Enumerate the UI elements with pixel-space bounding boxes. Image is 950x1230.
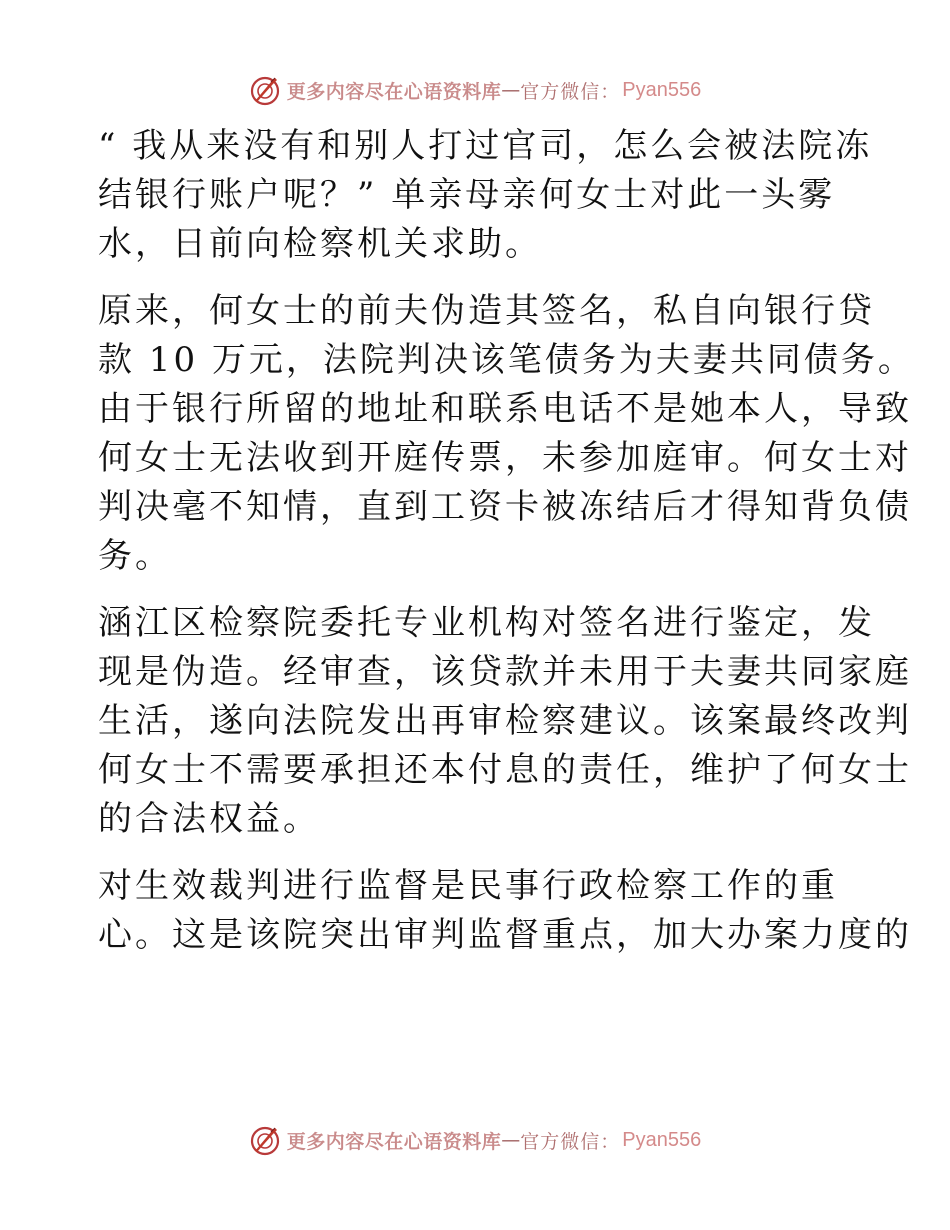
wechat-id: Pyan556 xyxy=(622,78,702,101)
brand-text: 更多内容尽在心语资料库 xyxy=(286,80,502,103)
text-line: 由于银行所留的地址和联系电话不是她本人，导致 xyxy=(98,389,912,429)
text-line: 何女士不需要承担还本付息的责任，维护了何女士 xyxy=(98,750,912,790)
text-line: 现是伪造。经审查，该贷款并未用于夫妻共同家庭 xyxy=(98,652,912,692)
brand-text: 更多内容尽在心语资料库 xyxy=(286,1130,502,1153)
text-line: 生活，遂向法院发出再审检察建议。该案最终改判 xyxy=(98,701,912,741)
paragraph-3 xyxy=(98,599,912,844)
paragraph-1 xyxy=(98,122,873,269)
text-line: 结银行账户呢？” 单亲母亲何女士对此一头雾 xyxy=(98,175,836,215)
text-line: 对生效裁判进行监督是民事行政检察工作的重 xyxy=(98,866,838,906)
paragraph-4 xyxy=(98,862,912,960)
text-line: 判决毫不知情，直到工资卡被冻结后才得知背负债 xyxy=(98,487,912,527)
text-line: 的合法权益。 xyxy=(98,799,320,839)
header-watermark xyxy=(0,70,950,110)
pen-logo-icon xyxy=(249,74,281,106)
official-wechat-label: 官方微信： xyxy=(520,80,621,103)
article-body xyxy=(98,122,915,978)
text-line: 款 10 万元，法院判决该笔债务为夫妻共同债务。 xyxy=(98,340,915,380)
text-line: 心。这是该院突出审判监督重点，加大办案力度的 xyxy=(98,915,912,955)
text-line: 何女士无法收到开庭传票，未参加庭审。何女士对 xyxy=(98,438,912,478)
text-line: 务。 xyxy=(98,536,172,576)
text-line: “ 我从来没有和别人打过官司，怎么会被法院冻 xyxy=(98,126,873,166)
paragraph-2 xyxy=(98,287,915,581)
text-line: 原来，何女士的前夫伪造其签名，私自向银行贷 xyxy=(98,291,875,331)
text-line: 涵江区检察院委托专业机构对签名进行鉴定，发 xyxy=(98,603,875,643)
separator-dash: — xyxy=(501,1129,521,1151)
footer-watermark xyxy=(0,1120,950,1160)
separator-dash: — xyxy=(501,79,521,101)
pen-logo-icon xyxy=(249,1124,281,1156)
official-wechat-label: 官方微信： xyxy=(520,1130,621,1153)
text-line: 水，日前向检察机关求助。 xyxy=(98,224,542,264)
wechat-id: Pyan556 xyxy=(622,1128,702,1151)
